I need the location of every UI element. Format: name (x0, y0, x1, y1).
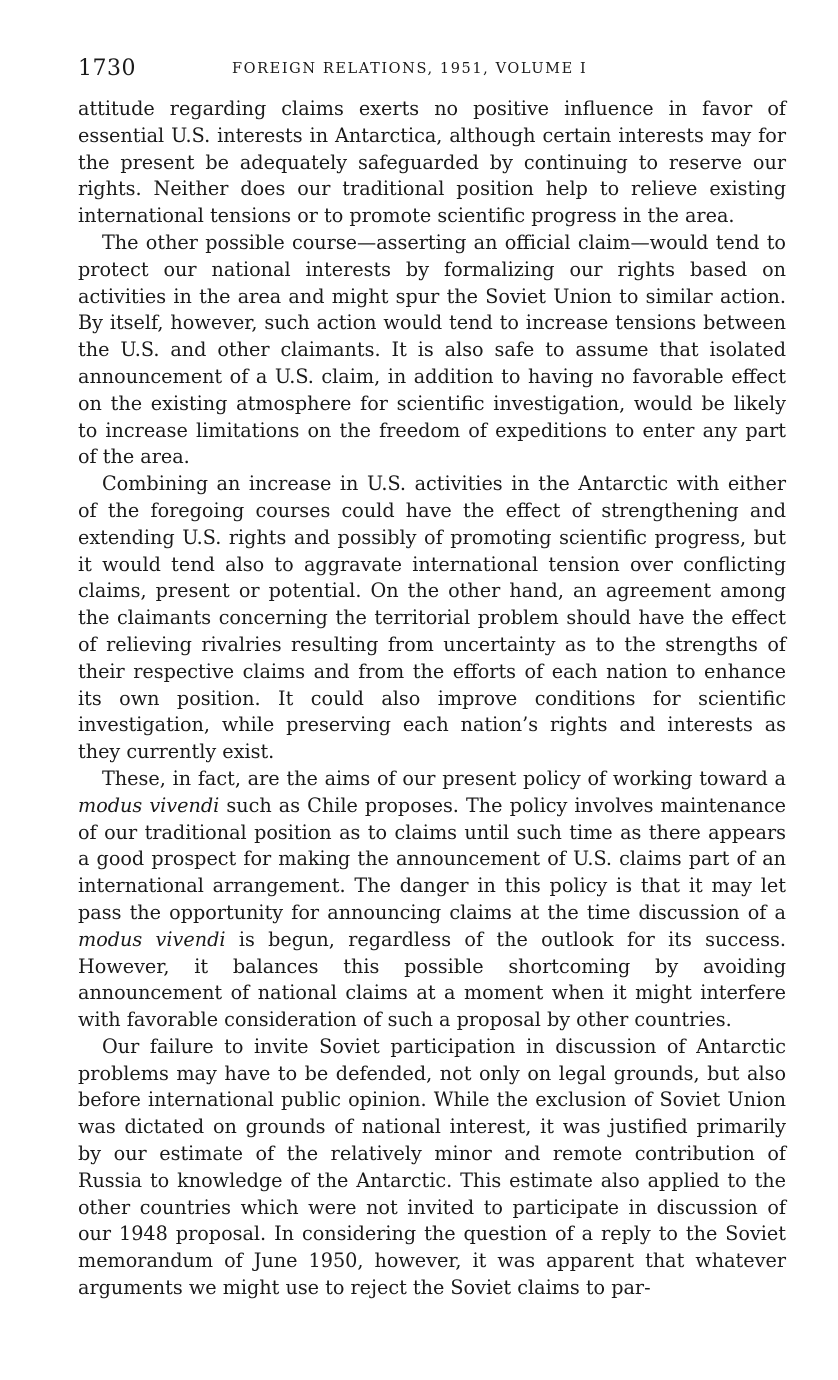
document-page (78, 56, 786, 1302)
running-title: FOREIGN RELATIONS, 1951, VOLUME I (232, 61, 588, 77)
paragraph-4 (78, 766, 786, 1034)
paragraph-2: The other possible course—asserting an official claim—would tend to protect our national interests by formalizing our rights based on activities in the area and might spur the Soviet Union to similar action. By itself, however, such action would tend to increase tensions between the U.S. and other claimants. It is also safe to assume that isolated announcement of a U.S. claim, in addition to having no favorable effect on the existing atmosphere for scientific investigation, would be likely to increase limitations on the freedom of expeditions to enter any part of the area. (78, 230, 786, 469)
paragraph-4-part-3: is begun, regardless of the outlook for its success. However, it balances this possible shortcoming by avoiding announcement of national claims at a moment when it might interfere with favorable consideration of such a proposal by other countries. (78, 927, 786, 1032)
paragraph-5: Our failure to invite Soviet participation in discussion of Antarctic problems may have to be defended, not only on legal grounds, but also before international public opinion. While the exclusion of Soviet Union was dictated on grounds of national interest, it was justified primarily by our estimate of the relatively minor and remote contribution of Russia to knowledge of the Antarctic. This estimate also applied to the other countries which were not invited to participate in discussion of our 1948 proposal. In considering the question of a reply to the Soviet memorandum of June 1950, however, it was apparent that whatever arguments we might use to reject the Soviet claims to par- (78, 1034, 786, 1300)
paragraph-1: attitude regarding claims exerts no positive influence in favor of essential U.S. interests in Antarctica, although certain interests may for the present be adequately safeguarded by continuing to reserve our rights. Neither does our traditional position help to relieve existing international tensions or to promote scientific progress in the area. (78, 97, 786, 228)
running-header (78, 56, 786, 88)
paragraph-4-part-1: These, in fact, are the aims of our present policy of working toward a (102, 766, 786, 790)
paragraph-4-italic-1: modus vivendi (78, 793, 220, 817)
paragraph-3: Combining an increase in U.S. activities in the Antarctic with either of the foregoing courses could have the effect of strengthening and extending U.S. rights and possibly of promoting scientific progress, but it would tend also to aggravate international tension over conflicting claims, present or potential. On the other hand, an agreement among the claimants concerning the territorial problem should have the effect of relieving rivalries resulting from uncertainty as to the strengths of their respective claims and from the efforts of each nation to enhance its own position. It could also improve conditions for scientific investigation, while preserving each nation’s rights and interests as they currently exist. (78, 472, 786, 764)
body-text (78, 96, 786, 1302)
paragraph-4-part-2: such as Chile proposes. The policy involves maintenance of our traditional position as to claims until such time as there appears a good prospect for making the announcement of U.S. claims part of an international arrangement. The danger in this policy is that it may let pass the opportunity for announcing claims at the time discussion of a (78, 793, 787, 924)
page-number: 1730 (78, 56, 136, 81)
paragraph-4-italic-2: modus vivendi (78, 927, 226, 951)
